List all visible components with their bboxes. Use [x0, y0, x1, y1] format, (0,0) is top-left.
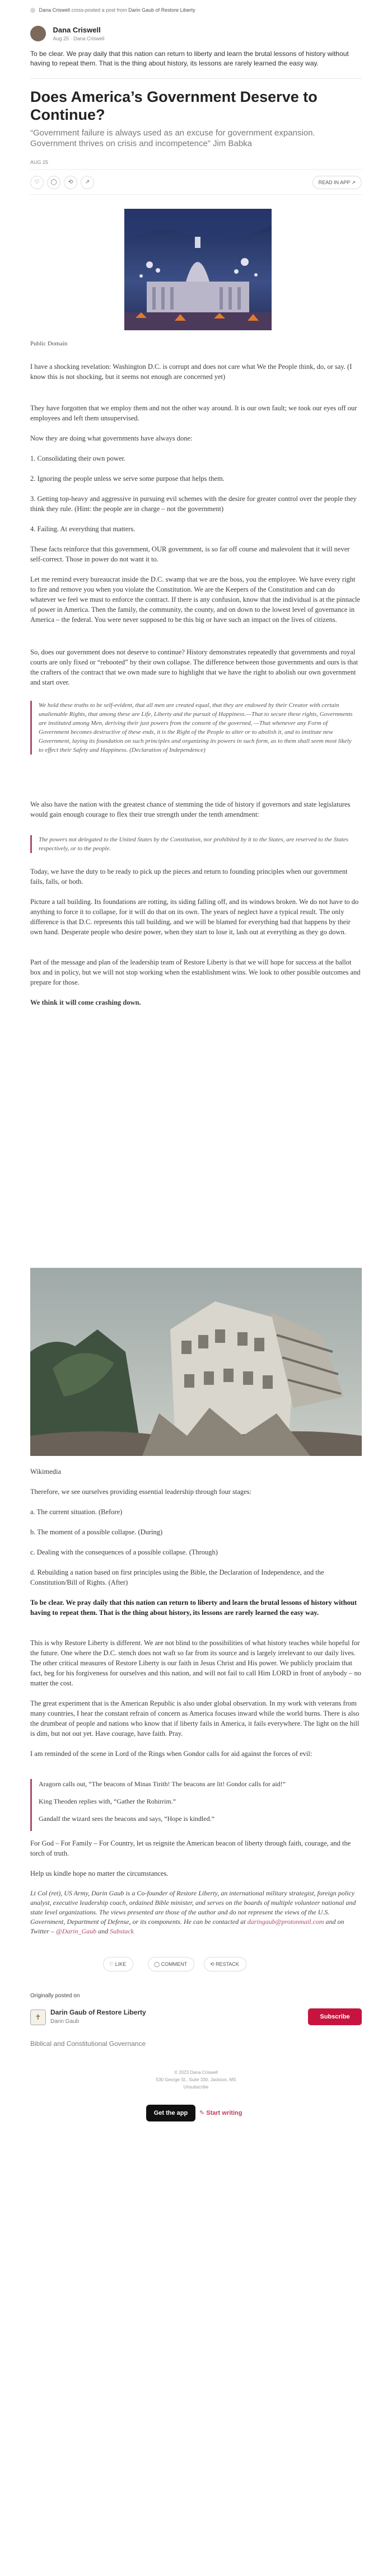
post-title[interactable]: Does America’s Government Deserve to Continue?: [30, 88, 318, 123]
list-item: 3. Getting top-heavy and aggressive in pursuing evil schemes with the desire for greater control over the people they think they rule. (Hint: the people are in charge – not the government): [30, 495, 357, 513]
paragraph: This is why Restore Liberty is different. We are not blind to the possibilities of what history teaches while hopeful for the future. One where the D.C. stench does not waft so far from its source and is largely irrelevant to our daily lives. The other critical measures of Restore Liberty is our faith in Jesus Christ and His power. We publicly proclaim that fact, beg for his forgiveness for ourselves and this nation, and will not fail to call Him LORD in front of anybody – no matter the cost.: [30, 1639, 361, 1687]
get-app-button[interactable]: Get the app: [146, 2105, 195, 2121]
comment-icon: ◯: [154, 1961, 160, 1967]
subscribe-button[interactable]: Subscribe: [308, 2008, 362, 2025]
restack-icon[interactable]: ⟲: [64, 176, 77, 189]
image-caption: Public Domain: [30, 340, 68, 347]
heart-icon[interactable]: ♡: [30, 176, 44, 189]
paragraph: The great experiment that is the American Republic is also under global observation. In my work with veterans from many countries, I hear the constant refrain of concern as America focuses inward while the world burns. There is also the drumbeat of people and nations who know that if liberty fails in America, it fails everywhere. The light on the hill is dim, but not out yet. Have courage, have faith. Pray.: [30, 1699, 360, 1737]
list-item: d. Rebuilding a nation based on first principles using the Bible, the Declaration of Independence, and the Constitution/Bill of Rights. (After): [30, 1568, 324, 1586]
footer: [0, 2069, 392, 2091]
bio-text: Lt Col (ret), US Army, Darin Gaub is a Co-founder of Restore Liberty, an international military strategist, foreign policy analyst, executive leadership coach, ordained Bible minister, and serves on the boards of multiple volunteer national and state level organizations. The views presented are those of the author and do not represent the views of the U.S. Government, Department of Defense, or its components. He can be contacted at: [30, 1889, 356, 1926]
publication-logo[interactable]: ✝: [30, 2010, 46, 2025]
read-in-app-label: READ IN APP: [318, 180, 350, 185]
restack-button[interactable]: [204, 1957, 246, 1971]
unsubscribe-link[interactable]: Unsubscribe: [183, 2085, 209, 2090]
like-label: LIKE: [115, 1961, 127, 1967]
paragraph: Part of the message and plan of the leadership team of Restore Liberty is that we will hope for success at the ballot box and in policy, but we will not stop working when the establishment wins. We look to other possible outcomes and prepare for those.: [30, 958, 361, 986]
crosspost-text: cross-posted a post from: [71, 7, 127, 13]
paragraph: For God – For Family – For Country, let us reignite the American beacon of liberty through faith, courage, and the torch of truth.: [30, 1839, 351, 1857]
quote-line: Aragorn calls out, “The beacons of Minas Tirith! The beacons are lit! Gondor calls for aid!”: [39, 1780, 286, 1788]
tenth-amendment-quote: [30, 835, 355, 853]
list-item: c. Dealing with the consequences of a possible collapse. (Through): [30, 1548, 218, 1556]
quote-line: Gandalf the wizard sees the beacons and says, “Hope is kindled.”: [39, 1815, 214, 1823]
list-item: 4. Failing. At everything that matters.: [30, 525, 136, 533]
quote-text: The powers not delegated to the United States by the Constitution, nor prohibited by it to the States, are reserved to the States respectively, or to the people.: [39, 836, 348, 852]
list-item: a. The current situation. (Before): [30, 1508, 123, 1516]
note-author-name[interactable]: Dana Criswell: [53, 26, 101, 34]
start-writing-button[interactable]: [199, 2105, 252, 2121]
crosspost-author-link[interactable]: Dana Criswell: [39, 7, 71, 13]
paragraph: I have a shocking revelation: Washington D.C. is corrupt and does not care what We the People think, do, or say. (I know this is not shocking, but it seems not enough are concerned yet): [30, 363, 352, 381]
image-caption: Wikimedia: [30, 1468, 62, 1476]
paragraph: To be clear. We pray daily that this nation can return to liberty and learn the brutal lessons of history without having to repeat them. That is the thing about history, its lessons are rarely learned the easy way.: [30, 1599, 357, 1617]
pen-icon: ✎: [199, 2110, 205, 2116]
note-date: Aug 25 · Dana Criswell: [53, 36, 105, 41]
bio-substack-link[interactable]: Substack: [110, 1927, 134, 1935]
publication-name[interactable]: Darin Gaub of Restore Liberty: [50, 2008, 146, 2016]
paragraph: Therefore, we see ourselves providing essential leadership through four stages:: [30, 1488, 252, 1496]
originally-posted-label: Originally posted on: [30, 1993, 80, 1999]
bio-twitter-link[interactable]: @Darin_Gaub: [55, 1927, 97, 1935]
paragraph: So, does our government does not deserve to continue? History demonstrates repeatedly that governments and royal courts are only fixed or “rebooted” by their own collapse. The difference between those governments and ours is that the crafters of the contract that we own made sure to highlight that we have the right to abolish our own government and start over.: [30, 648, 358, 686]
paragraph: They have forgotten that we employ them and not the other way around. It is our own fault; we took our eyes off our employees and left them unsupervised.: [30, 404, 357, 422]
read-in-app-button[interactable]: [312, 176, 362, 189]
copyright: © 2023 Dana Criswell: [174, 2070, 218, 2075]
quote-line: King Theoden replies with, “Gather the Rohirrim.”: [39, 1797, 176, 1805]
capitol-image: [124, 209, 272, 330]
collapsing-building-image: [30, 1268, 362, 1456]
bio-text: and on Twitter –: [30, 1918, 344, 1935]
publication-author: Darin Gaub: [50, 2018, 80, 2025]
paragraph: Today, we have the duty to be ready to pick up the pieces and return to founding principles when our government fails, falls, or both.: [30, 868, 348, 886]
restack-icon: ⟲: [210, 1961, 214, 1967]
post-footer-actions: [30, 1954, 362, 1976]
paragraph: Picture a tall building. Its foundations are rotting, its siding falling off, and its windows broken. We do not have to do anything to force it to collapse, for it will do that on its own. The years of neglect have a typical result. The only difference is that D.C. represents this tall building, and we will be blamed for everything bad that happens by their own hand. Desperate people who desire power, when they start to lose it, lash out at everything as they go down.: [30, 898, 359, 936]
list-item: 2. Ignoring the people unless we serve some purpose that helps them.: [30, 475, 225, 483]
paragraph: Help us kindle hope no matter the circumstances.: [30, 1870, 169, 1877]
heart-icon: ♡: [109, 1961, 114, 1967]
paragraph: Let me remind every bureaucrat inside the D.C. swamp that we are the boss, you the employee. We have every right to fire and remove you when you violate the Constitution. We are the Keepers of the Constitution and can do whatever we feel we must to enforce the contract. If there is any confusion, know that the individual is at the pinnacle of power in America. Then the family, the community, the county, and on down to the lowest level of governance in America – the federal. You were never supposed to be this big or have such an impact on the lives of citizens.: [30, 575, 361, 624]
comment-label: COMMENT: [161, 1961, 188, 1967]
note-text: To be clear. We pray daily that this nation can return to liberty and learn the brutal lessons of history without having to repeat them. That is the thing about history, its lessons are rarely learned the easy way.: [30, 50, 349, 67]
paragraph: These facts reinforce that this government, OUR government, is so far off course and malevolent that it will never self-correct. Those in power do not want it to.: [30, 545, 350, 563]
note-author: [30, 26, 105, 48]
restack-label: RESTACK: [216, 1961, 239, 1967]
paragraph: Now they are doing what governments have always done:: [30, 434, 193, 442]
share-icon[interactable]: ↗: [81, 176, 94, 189]
avatar: [30, 8, 35, 13]
author-bio: [30, 1889, 362, 1936]
paragraph: We think it will come crashing down.: [30, 999, 141, 1006]
post-actions-bar: [30, 169, 362, 195]
publication-card: [30, 2007, 362, 2033]
list-item: b. The moment of a possible collapse. (During): [30, 1528, 163, 1536]
divider: [30, 78, 362, 79]
bio-text: and: [98, 1927, 109, 1935]
quote-text: We hold these truths to be self-evident, that all men are created equal, that they are endowed by their Creator with certain unalienable Rights, that among these are Life, Liberty and the pursuit of Happiness.—That to secure these rights, Governments are instituted among Men, deriving their just powers from the consent of the governed, —That whenever any Form of Government becomes destructive of these ends, it is the Right of the People to alter or to abolish it, and to institute new Government, laying its foundation on such principles and organizing its powers in such form, as to them shall seem most likely to effect their Safety and Happiness. (Declaration of Independence): [39, 702, 353, 753]
crosspost-pub-link[interactable]: Darin Gaub of Restore Liberty: [128, 7, 195, 13]
list-item: 1. Consolidating their own power.: [30, 455, 126, 462]
bio-email-link[interactable]: daringaub@protonmail.com: [247, 1918, 324, 1926]
external-link-icon: ↗: [351, 180, 356, 185]
address: 530 George St., Suite 330, Jackson, MS: [156, 2077, 236, 2082]
paragraph: I am reminded of the scene in Lord of the Rings when Gondor calls for aid against the forces of evil:: [30, 1750, 312, 1758]
paragraph: We also have the nation with the greatest chance of stemming the tide of history if governors and state legislatures would gain enough courage to flex their true strength under the tenth amendment:: [30, 800, 351, 818]
crosspost-header: [30, 7, 195, 13]
avatar[interactable]: [30, 26, 46, 41]
post-subtitle: “Government failure is always used as an excuse for government expansion. Government thrives on crisis and incompetence” Jim Babka: [30, 128, 315, 148]
publication-description: Biblical and Constitutional Governance: [30, 2040, 146, 2048]
comment-icon[interactable]: ◯: [47, 176, 60, 189]
post-date: AUG 25: [30, 160, 49, 165]
lotr-quote: [30, 1779, 355, 1831]
declaration-quote: [30, 701, 355, 755]
like-button[interactable]: [103, 1957, 133, 1971]
comment-button[interactable]: [148, 1957, 194, 1971]
start-writing-label: Start writing: [206, 2110, 242, 2116]
